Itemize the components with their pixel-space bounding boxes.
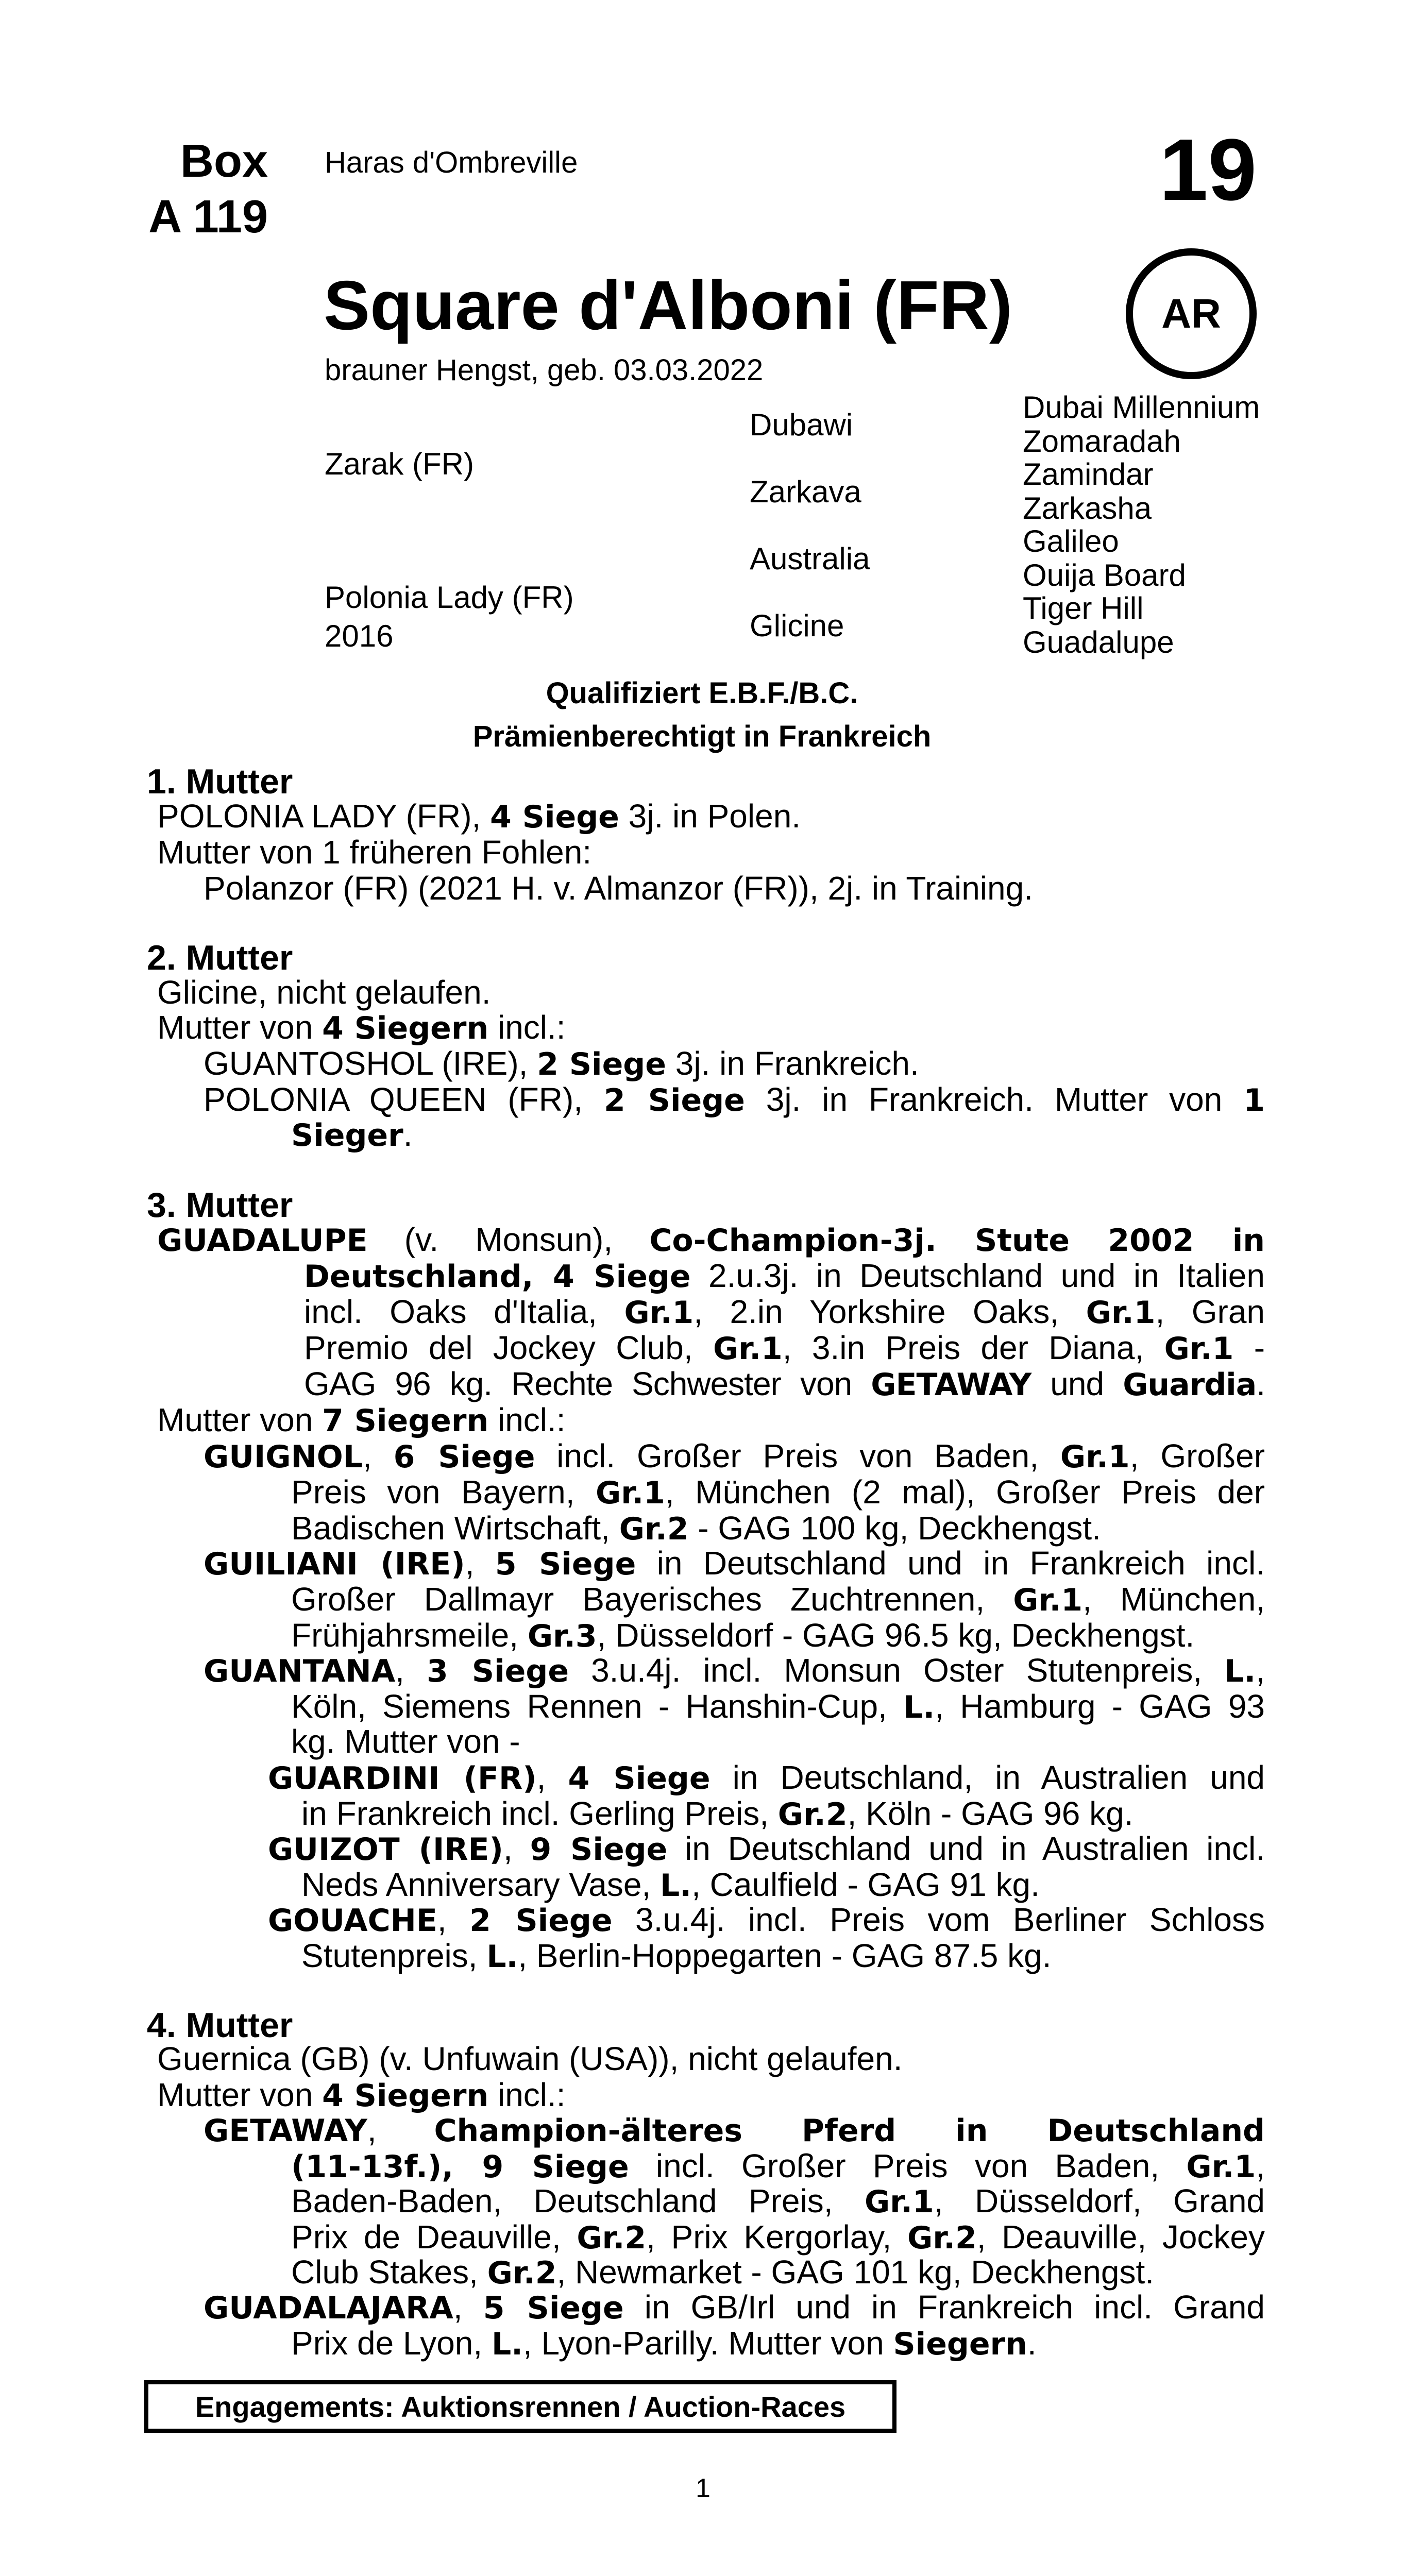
gen3-item: Zarkasha: [1023, 491, 1152, 526]
guantana-line: kg. Mutter von -: [291, 1723, 520, 1760]
second-dam-line: POLONIA QUEEN (FR), 2 Siege 3j. in Frankreich. Mutter von 1: [204, 1081, 1265, 1118]
gouache-line: Stutenpreis, L., Berlin-Hoppegarten - GAG 87.5 kg.: [301, 1937, 1052, 1975]
guignol-line: GUIGNOL, 6 Siege incl. Großer Preis von Baden, Gr.1, Großer: [204, 1437, 1265, 1475]
box-label: Box: [180, 135, 268, 187]
guadalajara-line: GUADALAJARA, 5 Siege in GB/Irl und in Frankreich incl. Grand: [204, 2289, 1265, 2326]
dam-dam: Glicine: [750, 608, 844, 643]
getaway-line: GETAWAY, Champion-älteres Pferd in Deutschland: [204, 2111, 1265, 2149]
guardini-line: GUARDINI (FR), 4 Siege in Deutschland, in Australien und: [268, 1759, 1265, 1797]
third-dam-produce-line: Mutter von 7 Siegern incl.:: [157, 1401, 566, 1439]
second-dam-line: GUANTOSHOL (IRE), 2 Siege 3j. in Frankreich.: [204, 1045, 919, 1082]
fourth-dam-line: Mutter von 4 Siegern incl.:: [157, 2076, 566, 2114]
guadalupe-line: Premio del Jockey Club, Gr.1, 3.in Preis der Diana, Gr.1 -: [304, 1329, 1265, 1367]
ar-badge: AR: [1126, 248, 1257, 379]
guiliani-line: Frühjahrsmeile, Gr.3, Düsseldorf - GAG 96.5 kg, Deckhengst.: [291, 1617, 1195, 1654]
consignor: Haras d'Ombreville: [325, 146, 578, 179]
sire-dam: Zarkava: [750, 474, 861, 509]
lot-number: 19: [1159, 121, 1257, 219]
dam-sire: Australia: [750, 541, 870, 576]
gen3-item: Tiger Hill: [1023, 591, 1144, 625]
guiliani-line: GUILIANI (IRE), 5 Siege in Deutschland und in Frankreich incl.: [204, 1545, 1265, 1582]
fourth-dam-line: Guernica (GB) (v. Unfuwain (USA)), nicht gelaufen.: [157, 2040, 903, 2077]
qualification-ebf: Qualifiziert E.B.F./B.C.: [546, 676, 858, 710]
gen3-item: Guadalupe: [1023, 625, 1174, 659]
section-heading: 4. Mutter: [147, 2006, 293, 2045]
gouache-line: GOUACHE, 2 Siege 3.u.4j. incl. Preis vom Berliner Schloss: [268, 1901, 1265, 1939]
guadalupe-line: GAG 96 kg. Rechte Schwester von GETAWAY und Guardia.: [304, 1365, 1265, 1403]
first-dam-line: Mutter von 1 früheren Fohlen:: [157, 834, 592, 871]
sire-sire: Dubawi: [750, 408, 853, 442]
guignol-line: Badischen Wirtschaft, Gr.2 - GAG 100 kg, Deckhengst.: [291, 1510, 1101, 1547]
getaway-line: Club Stakes, Gr.2, Newmarket - GAG 101 kg, Deckhengst.: [291, 2253, 1155, 2291]
guadalupe-line: incl. Oaks d'Italia, Gr.1, 2.in Yorkshire Oaks, Gr.1, Gran: [304, 1293, 1265, 1331]
engagements-box: Engagements: Auktionsrennen / Auction-Races: [144, 2380, 896, 2433]
guiliani-line: Großer Dallmayr Bayerisches Zuchtrennen, Gr.1, München,: [291, 1581, 1265, 1618]
gen3-item: Ouija Board: [1023, 558, 1186, 592]
dam: Polonia Lady (FR): [325, 580, 574, 615]
horse-name: Square d'Alboni (FR): [324, 266, 1013, 344]
gen3-item: Galileo: [1023, 524, 1119, 558]
guantana-line: GUANTANA, 3 Siege 3.u.4j. incl. Monsun Oster Stutenpreis, L.,: [204, 1652, 1265, 1689]
sire: Zarak (FR): [325, 447, 474, 481]
section-heading: 3. Mutter: [147, 1185, 293, 1225]
box-number: A 119: [148, 191, 268, 243]
guadalupe-line: Deutschland, 4 Siege 2.u.3j. in Deutschland und in Italien: [304, 1257, 1265, 1295]
horse-description: brauner Hengst, geb. 03.03.2022: [325, 353, 764, 387]
guardini-line: in Frankreich incl. Gerling Preis, Gr.2, Köln - GAG 96 kg.: [301, 1795, 1134, 1833]
guizot-line: GUIZOT (IRE), 9 Siege in Deutschland und in Australien incl.: [268, 1830, 1265, 1868]
guadalajara-line: Prix de Lyon, L., Lyon-Parilly. Mutter von Siegern.: [291, 2325, 1037, 2362]
section-heading: 1. Mutter: [147, 762, 293, 801]
page-number: 1: [696, 2473, 711, 2503]
first-dam-line: Polanzor (FR) (2021 H. v. Almanzor (FR)), 2j. in Training.: [204, 870, 1033, 907]
dam-year: 2016: [325, 619, 394, 653]
guantana-line: Köln, Siemens Rennen - Hanshin-Cup, L., Hamburg - GAG 93: [291, 1688, 1265, 1725]
getaway-line: Baden-Baden, Deutschland Preis, Gr.1, Düsseldorf, Grand: [291, 2182, 1265, 2220]
guizot-line: Neds Anniversary Vase, L., Caulfield - GAG 91 kg.: [301, 1866, 1040, 1904]
guignol-line: Preis von Bayern, Gr.1, München (2 mal), Großer Preis der: [291, 1473, 1265, 1511]
gen3-item: Dubai Millennium: [1023, 390, 1260, 425]
second-dam-line: Mutter von 4 Siegern incl.:: [157, 1009, 566, 1046]
guadalupe-line: GUADALUPE (v. Monsun), Co-Champion-3j. Stute 2002 in: [157, 1221, 1265, 1259]
qualification-premium: Prämienberechtigt in Frankreich: [472, 720, 932, 753]
second-dam-line: Glicine, nicht gelaufen.: [157, 974, 491, 1011]
getaway-line: Prix de Deauville, Gr.2, Prix Kergorlay, Gr.2, Deauville, Jockey: [291, 2218, 1265, 2256]
section-heading: 2. Mutter: [147, 938, 293, 977]
gen3-item: Zamindar: [1023, 457, 1154, 492]
first-dam-line: POLONIA LADY (FR), 4 Siege 3j. in Polen.: [157, 798, 801, 835]
second-dam-line: Sieger.: [291, 1116, 413, 1154]
getaway-line: (11-13f.), 9 Siege incl. Großer Preis von Baden, Gr.1,: [291, 2147, 1265, 2185]
gen3-item: Zomaradah: [1023, 424, 1181, 459]
